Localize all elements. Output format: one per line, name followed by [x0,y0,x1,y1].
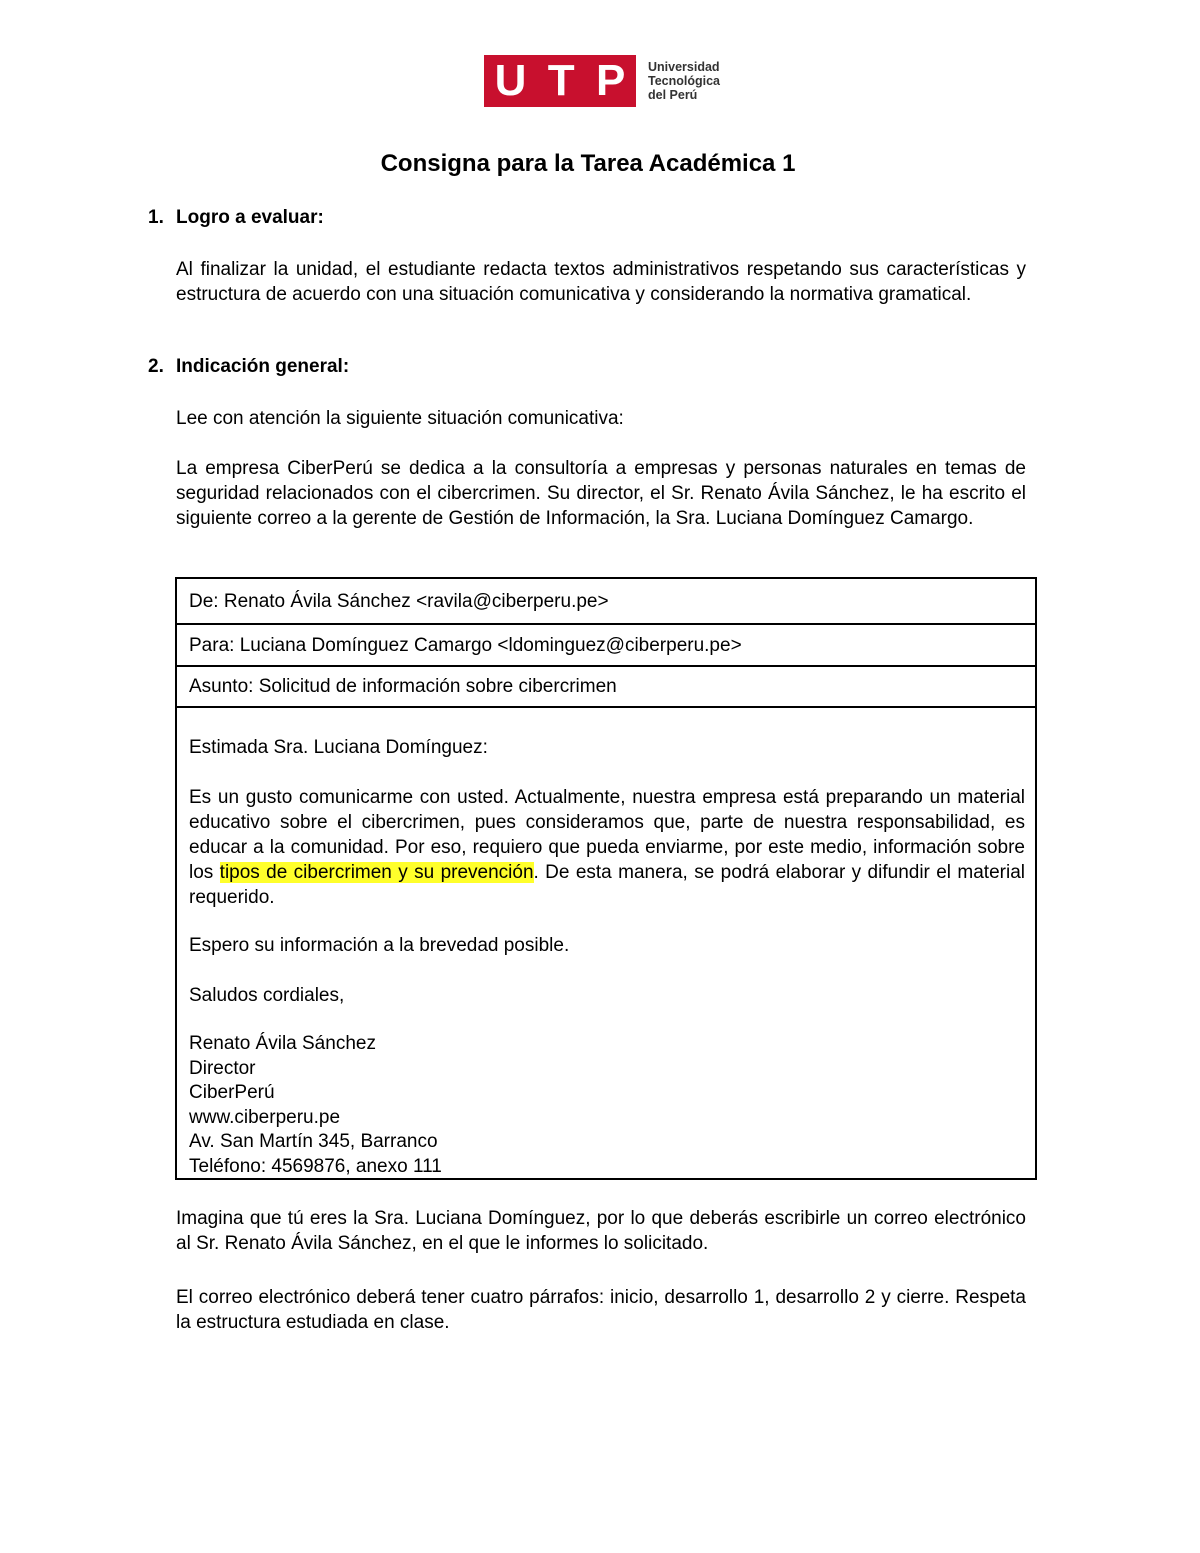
logo-letter-t: T [547,56,575,105]
email-body-text-2: . De esta manera, se podrá elaborar y difundir el material requerido. [189,862,1025,908]
email-subject: Asunto: Solicitud de información sobre cibercrimen [189,676,617,697]
document-title: Consigna para la Tarea Académica 1 [380,150,796,177]
email-signature [189,1032,1025,1179]
email-from: De: Renato Ávila Sánchez <ravila@ciberperu.pe> [189,590,609,612]
utp-logo [484,55,720,107]
email-body-highlight: tipos de cibercrimen y su prevención [219,862,534,883]
logo-name-line-2: Tecnológica [648,74,721,88]
signature-role: Director [189,1057,256,1079]
signature-web: www.ciberperu.pe [189,1106,341,1128]
email-subject-row [177,667,1035,708]
section-2-intro: Lee con atención la siguiente situación comunicativa: [176,408,624,429]
logo-name-line-1: Universidad [648,60,720,74]
email-body-paragraph [189,785,1025,910]
section-2-heading [148,356,349,378]
signature-company: CiberPerú [189,1082,275,1103]
logo-name-line-3: del Perú [648,88,698,102]
email-closing-request: Espero su información a la brevedad posible. [189,935,570,956]
signature-phone: Teléfono: 4569876, anexo 111 [189,1155,442,1177]
email-closing: Saludos cordiales, [189,985,345,1006]
logo-letter-u: U [494,56,527,105]
utp-logo-mark [484,55,636,107]
instruction-paragraph-2: El correo electrónico deberá tener cuatro párrafos: inicio, desarrollo 1, desarrollo 2 y cierre. Respeta la estructura estudiada en clase. [176,1287,1026,1333]
signature-address: Av. San Martín 345, Barranco [189,1131,438,1152]
section-1-heading [148,207,324,229]
instruction-paragraph-1: Imagina que tú eres la Sra. Luciana Domínguez, por lo que deberás escribirle un correo electrónico al Sr. Renato Ávila Sánchez, en el que le informes lo solicitado. [176,1208,1026,1254]
section-1-text: Al finalizar la unidad, el estudiante redacta textos administrativos respetando sus características y estructura de acuerdo con una situación comunicativa y considerando la normativa gramatical. [176,259,1026,305]
email-to-row [177,625,1035,667]
section-1-number: 1. [148,207,164,228]
email-box [175,577,1037,1180]
email-to: Para: Luciana Domínguez Camargo <ldominguez@ciberperu.pe> [189,634,742,656]
logo-letter-p: P [595,56,626,105]
signature-name: Renato Ávila Sánchez [189,1033,376,1054]
email-greeting: Estimada Sra. Luciana Domínguez: [189,737,488,758]
section-2-title: Indicación general: [176,356,350,377]
email-body-text-1: Es un gusto comunicarme con usted. Actualmente, nuestra empresa está preparando un material educativo sobre el cibercrimen, pues consideramos que, parte de nuestra responsabilidad, es educar a la comunidad. Por eso, requiero que pueda enviarme, por este medio, información sobre los [189,787,1025,883]
section-2-number: 2. [148,356,164,377]
section-2-context: La empresa CiberPerú se dedica a la consultoría a empresas y personas naturales en temas de seguridad relacionados con el cibercrimen. Su director, el Sr. Renato Ávila Sánchez, le ha escrito el siguiente correo a la gerente de Gestión de Información, la Sra. Luciana Domínguez Camargo. [176,458,1026,529]
section-1-title: Logro a evaluar: [176,207,324,228]
email-from-row [177,579,1035,625]
logo-university-name [648,60,720,102]
